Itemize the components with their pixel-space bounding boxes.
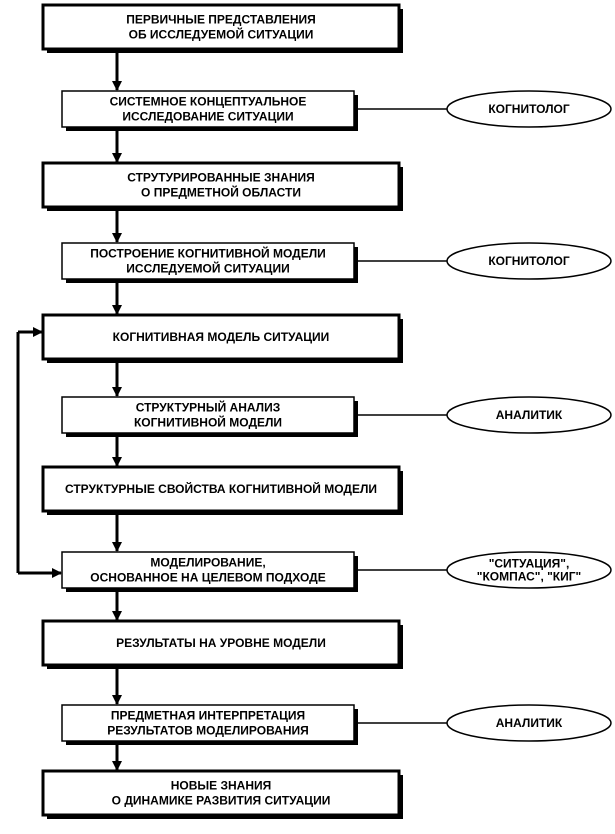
- step-s2: [62, 91, 358, 131]
- box-label: СТРУКТУРНЫЕ СВОЙСТВА КОГНИТИВНОЙ МОДЕЛИ: [64, 482, 378, 496]
- box-label: ПЕРВИЧНЫЕ ПРЕДСТАВЛЕНИЯ: [126, 12, 316, 27]
- actor-s10: [447, 705, 611, 741]
- actor-s4: [447, 243, 611, 279]
- box-label: ИССЛЕДУЕМОЙ СИТУАЦИИ: [126, 261, 290, 276]
- box-label: ИССЛЕДОВАНИЕ СИТУАЦИИ: [122, 109, 294, 124]
- box-label: РЕЗУЛЬТАТОВ МОДЕЛИРОВАНИЯ: [107, 723, 309, 738]
- box-label: ПОСТРОЕНИЕ КОГНИТИВНОЙ МОДЕЛИ: [90, 246, 326, 261]
- step-s6: [62, 397, 358, 437]
- step-s10: [62, 705, 358, 745]
- actor-label: КОГНИТОЛОГ: [488, 254, 570, 268]
- box-label: РЕЗУЛЬТАТЫ НА УРОВНЕ МОДЕЛИ: [116, 636, 326, 650]
- step-s8: [62, 552, 358, 592]
- actor-s6: [447, 397, 611, 433]
- box-label: СТРУКТУРНЫЙ АНАЛИЗ: [135, 400, 281, 415]
- actor-label: "СИТУАЦИЯ",: [488, 556, 570, 571]
- box-label: МОДЕЛИРОВАНИЕ,: [150, 555, 266, 570]
- box-label: О ПРЕДМЕТНОЙ ОБЛАСТИ: [141, 185, 301, 200]
- step-s5: [43, 315, 403, 363]
- box-label: КОГНИТИВНАЯ МОДЕЛЬ СИТУАЦИИ: [112, 330, 330, 344]
- actor-s2: [447, 91, 611, 127]
- box-label: ПРЕДМЕТНАЯ ИНТЕРПРЕТАЦИЯ: [110, 708, 306, 723]
- box-label: СИСТЕМНОЕ КОНЦЕПТУАЛЬНОЕ: [109, 94, 307, 109]
- actors: [447, 91, 611, 741]
- box-label: НОВЫЕ ЗНАНИЯ: [170, 778, 272, 793]
- boxes: [43, 5, 403, 819]
- step-s11: [43, 771, 403, 819]
- actor-label: АНАЛИТИК: [495, 716, 563, 730]
- step-s3: [43, 163, 403, 211]
- box-label: О ДИНАМИКЕ РАЗВИТИЯ СИТУАЦИИ: [111, 793, 331, 808]
- step-s1: [43, 5, 403, 53]
- box-label: СТРУТУРИРОВАННЫЕ ЗНАНИЯ: [127, 170, 315, 185]
- box-label: ОБ ИССЛЕДУЕМОЙ СИТУАЦИИ: [128, 27, 314, 42]
- box-label: ОСНОВАННОЕ НА ЦЕЛЕВОМ ПОДХОДЕ: [90, 570, 326, 585]
- step-s9: [43, 621, 403, 669]
- step-s7: [43, 467, 403, 515]
- actor-label: АНАЛИТИК: [495, 408, 563, 422]
- step-s4: [62, 243, 358, 283]
- actor-label: КОГНИТОЛОГ: [488, 102, 570, 116]
- actor-label: "КОМПАС", "КИГ": [476, 569, 582, 584]
- actor-s8: [447, 552, 611, 588]
- box-label: КОГНИТИВНОЙ МОДЕЛИ: [133, 415, 283, 430]
